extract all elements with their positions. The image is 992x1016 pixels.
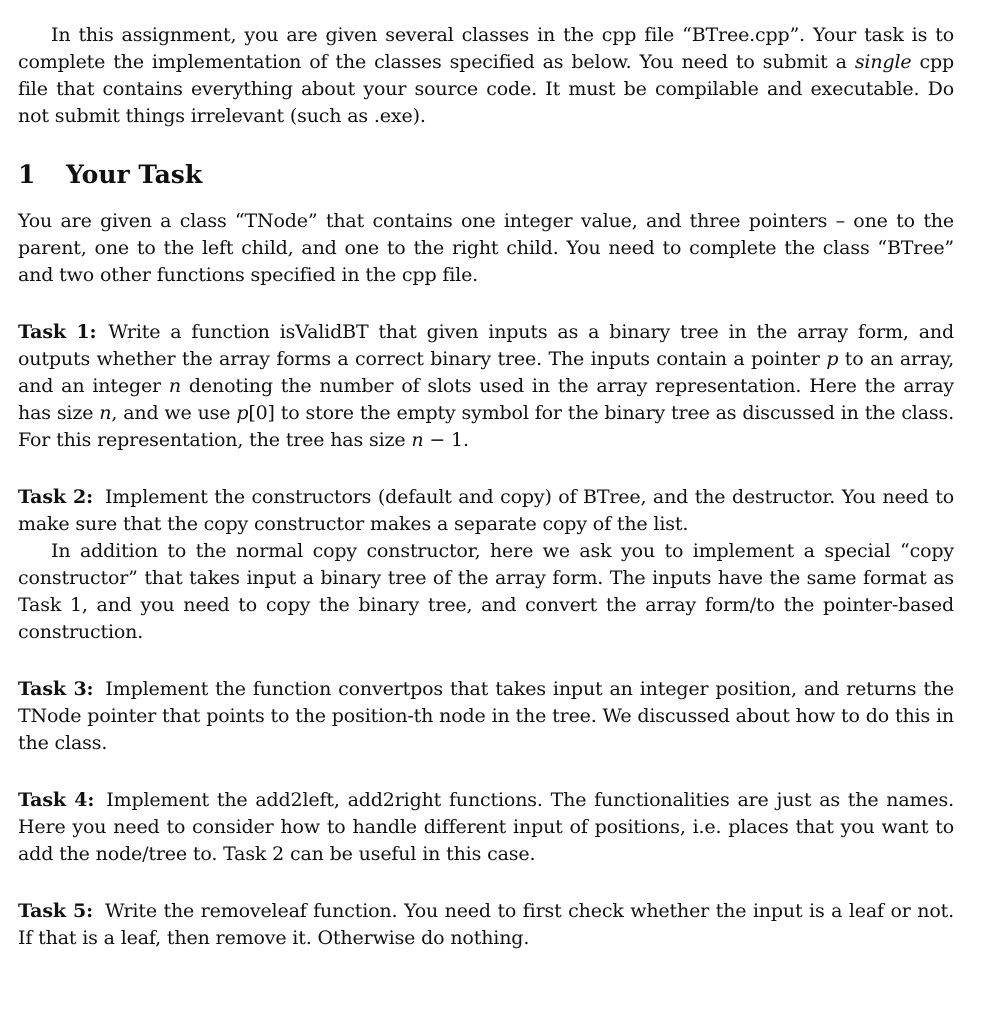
intro-emphasis: single xyxy=(854,51,912,73)
task-1-label: Task 1: xyxy=(18,321,97,343)
task-1-text: denoting the number of slots used in the array representation. Here the array has size xyxy=(18,375,955,424)
task-3-label: Task 3: xyxy=(18,678,94,700)
intro-paragraph xyxy=(18,22,954,130)
task-4-paragraph xyxy=(18,787,954,868)
task-1-math-n: n xyxy=(99,402,112,424)
intro-text-2: cpp file that contains everything about your source code. It must be compilable and executable. Do not submit things irrelevant (such as .exe). xyxy=(18,51,955,127)
task-5-label: Task 5: xyxy=(18,900,93,922)
task-3-paragraph xyxy=(18,676,954,757)
task-1-text: Write a function isValidBT that given inputs as a binary tree in the array form, and outputs whether the array forms a correct binary tree. The inputs contain a pointer xyxy=(18,321,955,370)
task-1-text: to an array, and an integer xyxy=(18,348,954,397)
task-1-paragraph xyxy=(18,319,954,454)
task-2-continuation: In addition to the normal copy constructor, here we ask you to implement a special “copy constructor” that takes input a binary tree of the array form. The inputs have the same format as Task 1, and you need to copy the binary tree, and convert the array form/to the pointer-based construction. xyxy=(18,540,954,643)
task-2-paragraph xyxy=(18,484,954,538)
task-5-paragraph xyxy=(18,898,954,952)
task-1-text: [0] to store the empty symbol for the binary tree as discussed in the class. For this representation, the tree has size xyxy=(18,402,955,451)
intro-text-1: In this assignment, you are given several classes in the cpp file “BTree.cpp”. Your task is to complete the implementation of the classes specified as below. You need to submit a xyxy=(18,24,954,73)
task-3-text: Implement the function convertpos that takes input an integer position, and returns the TNode pointer that points to the position-th node in the tree. We discussed about how to do this in the class. xyxy=(18,678,954,754)
section-number: 1 xyxy=(18,160,36,189)
task-1-math-p: p xyxy=(236,402,249,424)
section-intro-paragraph: You are given a class “TNode” that contains one integer value, and three pointers – one to the parent, one to the left child, and one to the right child. You need to complete the class “BTree” and two other functions specified in the cpp file. xyxy=(18,210,954,286)
task-4-text: Implement the add2left, add2right functions. The functionalities are just as the names. Here you need to consider how to handle different input of positions, i.e. places that you want to add the node/tree to. Task 2 can be useful in this case. xyxy=(18,789,954,865)
task-5-text: Write the removeleaf function. You need to first check whether the input is a leaf or not. If that is a leaf, then remove it. Otherwise do nothing. xyxy=(18,900,954,949)
document-page xyxy=(18,22,954,982)
task-2-text: Implement the constructors (default and copy) of BTree, and the destructor. You need to make sure that the copy constructor makes a separate copy of the list. xyxy=(18,486,954,535)
task-1-text: − 1. xyxy=(423,429,469,451)
task-1-math-n: n xyxy=(411,429,424,451)
section-heading xyxy=(18,160,954,190)
task-2-label: Task 2: xyxy=(18,486,93,508)
task-2-block xyxy=(18,484,954,646)
task-4-label: Task 4: xyxy=(18,789,95,811)
section-title: Your Task xyxy=(66,160,203,189)
task-1-math-n: n xyxy=(168,375,181,397)
task-1-math-p: p xyxy=(826,348,839,370)
task-1-text: , and we use xyxy=(111,402,237,424)
